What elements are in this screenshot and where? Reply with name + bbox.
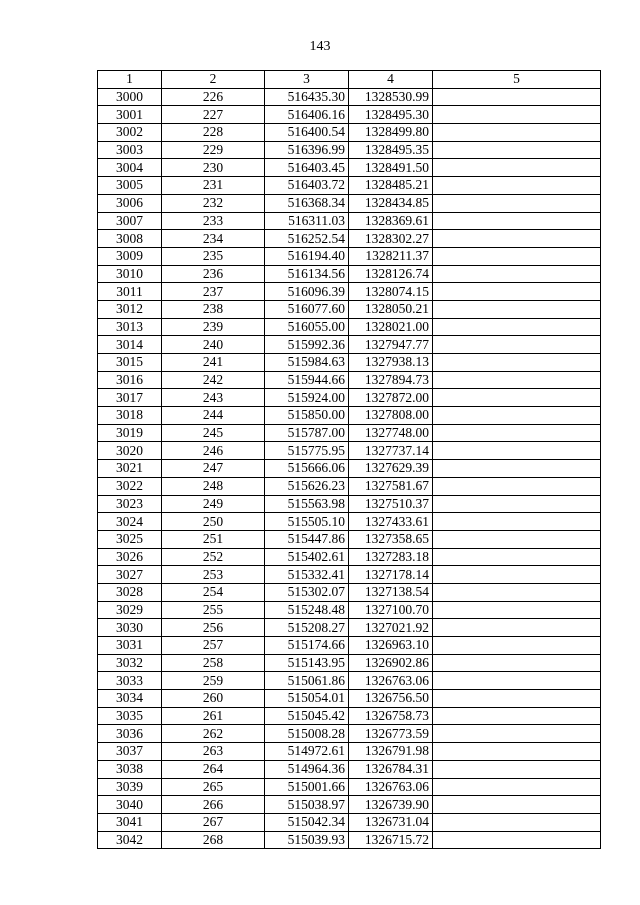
table-row [98,477,601,495]
point-number-cell: 3020 [98,442,162,460]
note-cell [433,477,601,495]
point-number-cell: 3003 [98,141,162,159]
x-coordinate-cell: 514972.61 [265,743,349,761]
note-cell [433,619,601,637]
sequence-number-cell: 268 [162,831,265,849]
x-coordinate-cell: 515042.34 [265,813,349,831]
x-coordinate-cell: 516055.00 [265,318,349,336]
page-number: 143 [309,39,331,54]
x-coordinate-cell: 516077.60 [265,300,349,318]
y-coordinate-cell: 1326763.06 [349,672,433,690]
table-header [98,71,601,89]
point-number-cell: 3012 [98,300,162,318]
table-row [98,407,601,425]
sequence-number-cell: 245 [162,424,265,442]
note-cell [433,743,601,761]
table-row [98,743,601,761]
note-cell [433,354,601,372]
column-header-2: 2 [162,71,265,89]
note-cell [433,690,601,708]
y-coordinate-cell: 1328530.99 [349,88,433,106]
table-row [98,813,601,831]
sequence-number-cell: 240 [162,336,265,354]
y-coordinate-cell: 1328485.21 [349,177,433,195]
note-cell [433,778,601,796]
point-number-cell: 3032 [98,654,162,672]
x-coordinate-cell: 515775.95 [265,442,349,460]
y-coordinate-cell: 1327947.77 [349,336,433,354]
point-number-cell: 3030 [98,619,162,637]
sequence-number-cell: 265 [162,778,265,796]
table-row [98,778,601,796]
point-number-cell: 3037 [98,743,162,761]
table-row [98,389,601,407]
note-cell [433,760,601,778]
table-row [98,530,601,548]
table-row [98,159,601,177]
table-body [98,88,601,849]
note-cell [433,177,601,195]
note-cell [433,318,601,336]
point-number-cell: 3041 [98,813,162,831]
x-coordinate-cell: 515143.95 [265,654,349,672]
x-coordinate-cell: 515447.86 [265,530,349,548]
sequence-number-cell: 247 [162,460,265,478]
y-coordinate-cell: 1327808.00 [349,407,433,425]
sequence-number-cell: 249 [162,495,265,513]
sequence-number-cell: 229 [162,141,265,159]
point-number-cell: 3019 [98,424,162,442]
note-cell [433,672,601,690]
sequence-number-cell: 258 [162,654,265,672]
x-coordinate-cell: 515208.27 [265,619,349,637]
y-coordinate-cell: 1328495.30 [349,106,433,124]
y-coordinate-cell: 1328021.00 [349,318,433,336]
table-row [98,707,601,725]
x-coordinate-cell: 515001.66 [265,778,349,796]
sequence-number-cell: 257 [162,637,265,655]
table-row [98,124,601,142]
point-number-cell: 3004 [98,159,162,177]
table-row [98,760,601,778]
sequence-number-cell: 231 [162,177,265,195]
table-row [98,460,601,478]
sequence-number-cell: 230 [162,159,265,177]
sequence-number-cell: 226 [162,88,265,106]
sequence-number-cell: 253 [162,566,265,584]
y-coordinate-cell: 1327872.00 [349,389,433,407]
point-number-cell: 3014 [98,336,162,354]
point-number-cell: 3021 [98,460,162,478]
sequence-number-cell: 241 [162,354,265,372]
x-coordinate-cell: 515038.97 [265,796,349,814]
y-coordinate-cell: 1327178.14 [349,566,433,584]
y-coordinate-cell: 1326773.59 [349,725,433,743]
x-coordinate-cell: 515045.42 [265,707,349,725]
table-row [98,424,601,442]
x-coordinate-cell: 516406.16 [265,106,349,124]
y-coordinate-cell: 1327433.61 [349,513,433,531]
x-coordinate-cell: 516435.30 [265,88,349,106]
y-coordinate-cell: 1327100.70 [349,601,433,619]
x-coordinate-cell: 515061.86 [265,672,349,690]
y-coordinate-cell: 1326784.31 [349,760,433,778]
note-cell [433,141,601,159]
table-row [98,513,601,531]
note-cell [433,583,601,601]
note-cell [433,530,601,548]
x-coordinate-cell: 515984.63 [265,354,349,372]
x-coordinate-cell: 515505.10 [265,513,349,531]
note-cell [433,194,601,212]
y-coordinate-cell: 1328050.21 [349,300,433,318]
y-coordinate-cell: 1326963.10 [349,637,433,655]
note-cell [433,460,601,478]
sequence-number-cell: 251 [162,530,265,548]
y-coordinate-cell: 1326763.06 [349,778,433,796]
sequence-number-cell: 250 [162,513,265,531]
note-cell [433,283,601,301]
x-coordinate-cell: 515402.61 [265,548,349,566]
column-header-5: 5 [433,71,601,89]
table-row [98,442,601,460]
y-coordinate-cell: 1327358.65 [349,530,433,548]
x-coordinate-cell: 515850.00 [265,407,349,425]
table-row [98,601,601,619]
note-cell [433,336,601,354]
y-coordinate-cell: 1328369.61 [349,212,433,230]
point-number-cell: 3013 [98,318,162,336]
x-coordinate-cell: 516368.34 [265,194,349,212]
sequence-number-cell: 246 [162,442,265,460]
x-coordinate-cell: 516403.72 [265,177,349,195]
note-cell [433,265,601,283]
x-coordinate-cell: 516403.45 [265,159,349,177]
sequence-number-cell: 264 [162,760,265,778]
x-coordinate-cell: 514964.36 [265,760,349,778]
x-coordinate-cell: 515626.23 [265,477,349,495]
y-coordinate-cell: 1326715.72 [349,831,433,849]
y-coordinate-cell: 1328211.37 [349,247,433,265]
column-header-1: 1 [98,71,162,89]
y-coordinate-cell: 1327581.67 [349,477,433,495]
note-cell [433,548,601,566]
y-coordinate-cell: 1326731.04 [349,813,433,831]
point-number-cell: 3042 [98,831,162,849]
note-cell [433,106,601,124]
sequence-number-cell: 248 [162,477,265,495]
y-coordinate-cell: 1327283.18 [349,548,433,566]
point-number-cell: 3031 [98,637,162,655]
x-coordinate-cell: 516194.40 [265,247,349,265]
y-coordinate-cell: 1328491.50 [349,159,433,177]
point-number-cell: 3025 [98,530,162,548]
y-coordinate-cell: 1327021.92 [349,619,433,637]
table-row [98,318,601,336]
sequence-number-cell: 259 [162,672,265,690]
sequence-number-cell: 242 [162,371,265,389]
x-coordinate-cell: 515563.98 [265,495,349,513]
point-number-cell: 3016 [98,371,162,389]
table-row [98,336,601,354]
y-coordinate-cell: 1327629.39 [349,460,433,478]
point-number-cell: 3034 [98,690,162,708]
x-coordinate-cell: 515332.41 [265,566,349,584]
sequence-number-cell: 234 [162,230,265,248]
sequence-number-cell: 260 [162,690,265,708]
point-number-cell: 3024 [98,513,162,531]
point-number-cell: 3023 [98,495,162,513]
point-number-cell: 3035 [98,707,162,725]
note-cell [433,654,601,672]
note-cell [433,300,601,318]
point-number-cell: 3028 [98,583,162,601]
table-row [98,88,601,106]
point-number-cell: 3017 [98,389,162,407]
point-number-cell: 3033 [98,672,162,690]
note-cell [433,566,601,584]
y-coordinate-cell: 1326791.98 [349,743,433,761]
point-number-cell: 3027 [98,566,162,584]
sequence-number-cell: 228 [162,124,265,142]
x-coordinate-cell: 515302.07 [265,583,349,601]
x-coordinate-cell: 515924.00 [265,389,349,407]
sequence-number-cell: 236 [162,265,265,283]
sequence-number-cell: 252 [162,548,265,566]
y-coordinate-cell: 1328495.35 [349,141,433,159]
sequence-number-cell: 256 [162,619,265,637]
table-row [98,247,601,265]
table-row [98,796,601,814]
note-cell [433,513,601,531]
y-coordinate-cell: 1327748.00 [349,424,433,442]
table-row [98,177,601,195]
point-number-cell: 3029 [98,601,162,619]
x-coordinate-cell: 516096.39 [265,283,349,301]
sequence-number-cell: 262 [162,725,265,743]
table-row [98,300,601,318]
sequence-number-cell: 255 [162,601,265,619]
sequence-number-cell: 267 [162,813,265,831]
note-cell [433,88,601,106]
table-row [98,566,601,584]
note-cell [433,495,601,513]
x-coordinate-cell: 515944.66 [265,371,349,389]
x-coordinate-cell: 515008.28 [265,725,349,743]
sequence-number-cell: 237 [162,283,265,301]
table-row [98,194,601,212]
sequence-number-cell: 227 [162,106,265,124]
table-row [98,725,601,743]
note-cell [433,796,601,814]
sequence-number-cell: 243 [162,389,265,407]
point-number-cell: 3007 [98,212,162,230]
x-coordinate-cell: 516134.56 [265,265,349,283]
note-cell [433,407,601,425]
note-cell [433,637,601,655]
note-cell [433,230,601,248]
note-cell [433,725,601,743]
y-coordinate-cell: 1327510.37 [349,495,433,513]
sequence-number-cell: 232 [162,194,265,212]
y-coordinate-cell: 1328434.85 [349,194,433,212]
point-number-cell: 3039 [98,778,162,796]
sequence-number-cell: 254 [162,583,265,601]
y-coordinate-cell: 1328126.74 [349,265,433,283]
table-row [98,672,601,690]
sequence-number-cell: 261 [162,707,265,725]
point-number-cell: 3018 [98,407,162,425]
note-cell [433,424,601,442]
note-cell [433,389,601,407]
sequence-number-cell: 244 [162,407,265,425]
column-header-3: 3 [265,71,349,89]
y-coordinate-cell: 1328302.27 [349,230,433,248]
sequence-number-cell: 263 [162,743,265,761]
point-number-cell: 3015 [98,354,162,372]
table-row [98,495,601,513]
point-number-cell: 3011 [98,283,162,301]
y-coordinate-cell: 1326902.86 [349,654,433,672]
x-coordinate-cell: 515039.93 [265,831,349,849]
table-row [98,583,601,601]
point-number-cell: 3010 [98,265,162,283]
coordinates-table [97,70,601,849]
x-coordinate-cell: 516396.99 [265,141,349,159]
point-number-cell: 3006 [98,194,162,212]
y-coordinate-cell: 1327894.73 [349,371,433,389]
sequence-number-cell: 233 [162,212,265,230]
point-number-cell: 3040 [98,796,162,814]
y-coordinate-cell: 1327138.54 [349,583,433,601]
x-coordinate-cell: 515666.06 [265,460,349,478]
x-coordinate-cell: 516311.03 [265,212,349,230]
point-number-cell: 3001 [98,106,162,124]
x-coordinate-cell: 515787.00 [265,424,349,442]
note-cell [433,601,601,619]
y-coordinate-cell: 1326756.50 [349,690,433,708]
table-row [98,354,601,372]
table-row [98,371,601,389]
y-coordinate-cell: 1327737.14 [349,442,433,460]
sequence-number-cell: 235 [162,247,265,265]
point-number-cell: 3022 [98,477,162,495]
x-coordinate-cell: 515174.66 [265,637,349,655]
table-row [98,212,601,230]
column-header-4: 4 [349,71,433,89]
note-cell [433,247,601,265]
note-cell [433,831,601,849]
point-number-cell: 3002 [98,124,162,142]
note-cell [433,159,601,177]
table-row [98,265,601,283]
table-row [98,654,601,672]
sequence-number-cell: 238 [162,300,265,318]
sequence-number-cell: 239 [162,318,265,336]
header-row [98,71,601,89]
point-number-cell: 3000 [98,88,162,106]
table-row [98,831,601,849]
point-number-cell: 3036 [98,725,162,743]
note-cell [433,124,601,142]
point-number-cell: 3009 [98,247,162,265]
table-row [98,283,601,301]
table-row [98,619,601,637]
table-row [98,106,601,124]
point-number-cell: 3008 [98,230,162,248]
note-cell [433,813,601,831]
y-coordinate-cell: 1326739.90 [349,796,433,814]
y-coordinate-cell: 1326758.73 [349,707,433,725]
x-coordinate-cell: 515054.01 [265,690,349,708]
x-coordinate-cell: 516400.54 [265,124,349,142]
point-number-cell: 3026 [98,548,162,566]
table-row [98,230,601,248]
x-coordinate-cell: 515248.48 [265,601,349,619]
note-cell [433,371,601,389]
table-row [98,141,601,159]
table-row [98,637,601,655]
table-row [98,690,601,708]
table-row [98,548,601,566]
y-coordinate-cell: 1328074.15 [349,283,433,301]
point-number-cell: 3038 [98,760,162,778]
x-coordinate-cell: 515992.36 [265,336,349,354]
sequence-number-cell: 266 [162,796,265,814]
y-coordinate-cell: 1327938.13 [349,354,433,372]
y-coordinate-cell: 1328499.80 [349,124,433,142]
note-cell [433,442,601,460]
note-cell [433,212,601,230]
note-cell [433,707,601,725]
x-coordinate-cell: 516252.54 [265,230,349,248]
point-number-cell: 3005 [98,177,162,195]
